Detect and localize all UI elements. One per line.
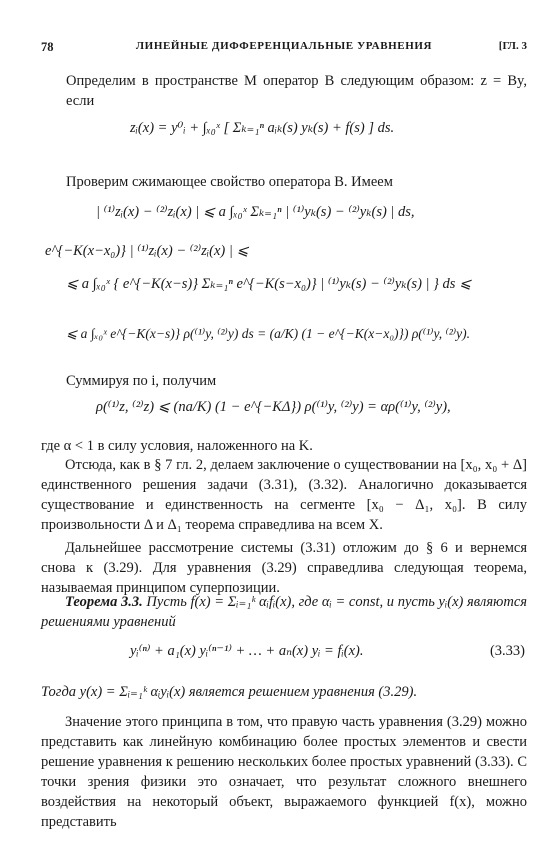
equation-operator-b: zᵢ(x) = y⁰ᵢ + ∫ₓ₀ˣ [ Σₖ₌₁ⁿ aᵢₖ(s) yₖ(s) + f(s) ] ds. bbox=[130, 120, 395, 136]
equation-estimate-1: | ⁽¹⁾zᵢ(x) − ⁽²⁾zᵢ(x) | ⩽ a ∫ₓ₀ˣ Σₖ₌₁ⁿ | ⁽¹⁾yₖ(s) − ⁽²⁾yₖ(s) | ds, bbox=[96, 204, 415, 220]
paragraph-alpha-condition bbox=[41, 436, 527, 456]
theorem-text: Пусть f(x) = Σᵢ₌₁ᵏ αᵢfᵢ(x), где αᵢ = const, и пусть yᵢ(x) являются решениями уравнений bbox=[41, 594, 527, 630]
running-title: ЛИНЕЙНЫЕ ДИФФЕРЕНЦИАЛЬНЫЕ УРАВНЕНИЯ bbox=[135, 40, 433, 52]
equation-estimate-2: e^{−K(x−x₀)} | ⁽¹⁾zᵢ(x) − ⁽²⁾zᵢ(x) | ⩽ bbox=[45, 243, 249, 259]
paragraph-principle-meaning bbox=[41, 712, 527, 832]
paragraph-text: Дальнейшее рассмотрение системы (3.31) отложим до § 6 и вернемся снова к (3.29). Для уравнения (3.29) справедлива следующая теорема, называемая принципом суперпозиции. bbox=[41, 540, 527, 596]
page-number: 78 bbox=[41, 40, 54, 54]
paragraph-text: Суммируя по i, получим bbox=[66, 373, 217, 389]
theorem-label: Теорема 3.3. bbox=[65, 594, 143, 610]
chapter-marker: [ГЛ. 3 bbox=[498, 40, 527, 52]
paragraph-text: Определим в пространстве M оператор B следующим образом: z = By, если bbox=[66, 73, 527, 109]
paragraph-summing bbox=[66, 371, 527, 391]
paragraph-text: Проверим сжимающее свойство оператора B. Имеем bbox=[66, 174, 393, 190]
page-header bbox=[41, 40, 527, 56]
theorem-statement bbox=[41, 592, 527, 632]
equation-estimate-3: ⩽ a ∫ₓ₀ˣ { e^{−K(x−s)} Σₖ₌₁ⁿ e^{−K(s−x₀)} | ⁽¹⁾yₖ(s) − ⁽²⁾yₖ(s) | } ds ⩽ bbox=[66, 276, 472, 292]
equation-estimate-4: ⩽ a ∫ₓ₀ˣ e^{−K(x−s)} ρ(⁽¹⁾y, ⁽²⁾y) ds = (a/K) (1 − e^{−K(x−x₀)}) ρ(⁽¹⁾y, ⁽²⁾y). bbox=[66, 326, 471, 341]
equation-3-33: yᵢ⁽ⁿ⁾ + a₁(x) yᵢ⁽ⁿ⁻¹⁾ + … + aₙ(x) yᵢ = fᵢ(x). bbox=[130, 643, 364, 659]
paragraph-contraction bbox=[66, 172, 527, 192]
paragraph-text: Отсюда, как в § 7 гл. 2, делаем заключение о существовании на [x₀, x₀ + Δ] единственного решения задачи (3.31), (3.32). Аналогично доказывается существование и единственность на сегменте [x₀ − Δ₁, x₀]. В силу произвольности Δ и Δ₁ теорема справедлива на всем X. bbox=[41, 457, 527, 533]
paragraph-operator-definition bbox=[66, 71, 527, 111]
equation-number-3-33: (3.33) bbox=[489, 643, 525, 659]
paragraph-text: где α < 1 в силу условия, наложенного на K. bbox=[41, 438, 313, 454]
theorem-paragraph bbox=[41, 592, 527, 632]
paragraph-superposition-intro bbox=[41, 538, 527, 598]
theorem-conclusion bbox=[41, 682, 527, 702]
paragraph-existence bbox=[41, 455, 527, 535]
equation-rho-estimate: ρ(⁽¹⁾z, ⁽²⁾z) ⩽ (na/K) (1 − e^{−KΔ}) ρ(⁽¹⁾y, ⁽²⁾y) = αρ(⁽¹⁾y, ⁽²⁾y), bbox=[96, 399, 451, 415]
theorem-conclusion-text: Тогда y(x) = Σᵢ₌₁ᵏ αᵢyᵢ(x) является решением уравнения (3.29). bbox=[41, 684, 418, 700]
paragraph-text: Значение этого принципа в том, что правую часть уравнения (3.29) можно представить как линейную комбинацию более простых элементов и свести решение уравнения к решению нескольких более простых уравнений (3.33). С точки зрения физики это означает, что результат сложного внешнего воздействия на некоторый объект, выражаемого функцией f(x), можно представить bbox=[41, 714, 527, 830]
